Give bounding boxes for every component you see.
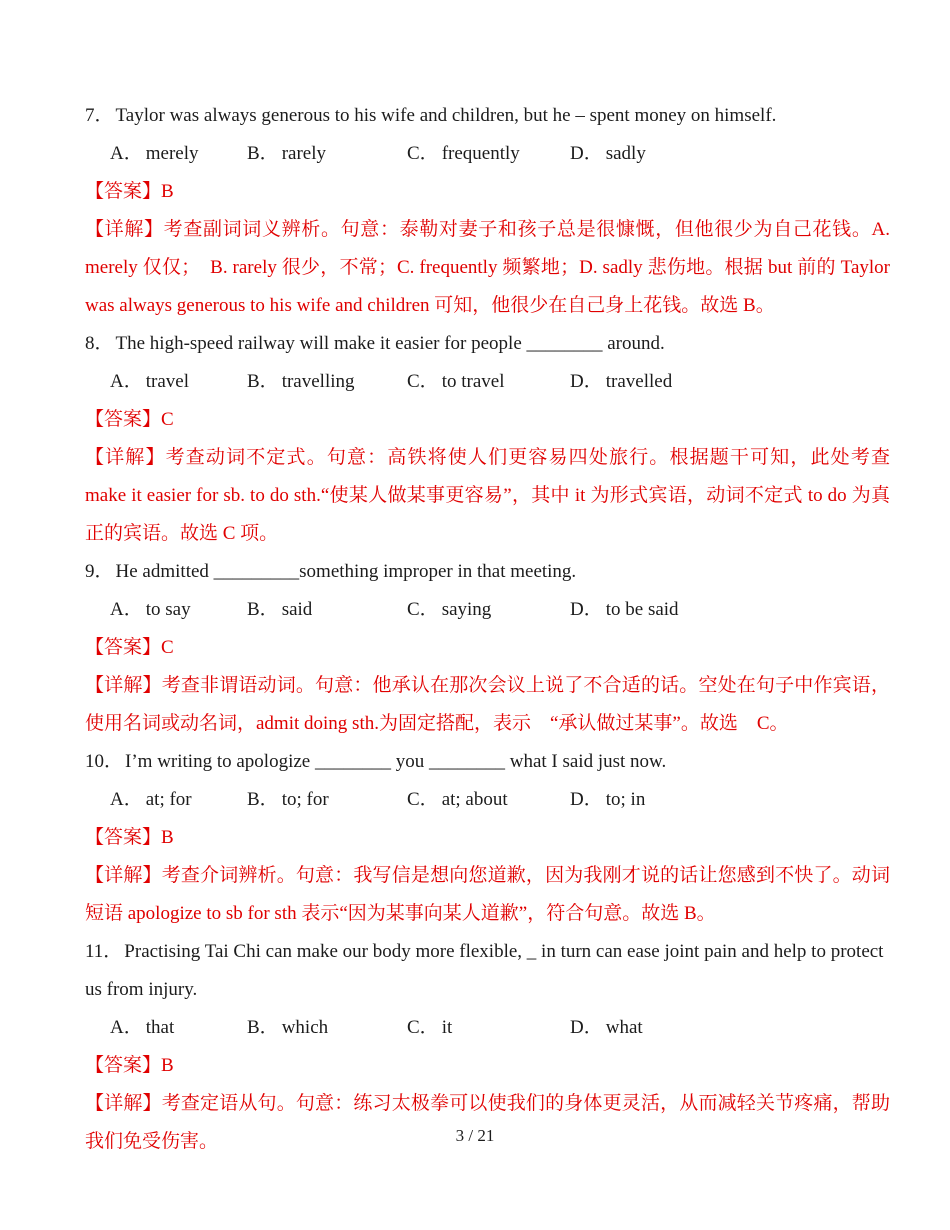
option-b bbox=[247, 781, 407, 819]
option-d bbox=[570, 1009, 890, 1047]
detail-line bbox=[85, 439, 890, 553]
option-a bbox=[110, 135, 247, 173]
option-d bbox=[570, 363, 890, 401]
option-letter: D． bbox=[570, 1017, 603, 1038]
question-stem bbox=[85, 97, 890, 135]
option-d bbox=[570, 591, 890, 629]
option-text: what bbox=[605, 1017, 643, 1038]
option-text: travel bbox=[145, 371, 189, 392]
question-number: 7． bbox=[85, 105, 114, 126]
detail-text: 考查动词不定式。句意：高铁将使人们更容易四处旅行。根据题干可知，此处考查 make it easier for sb. to do sth.“使某人做某事更容易”，其中 it 为形式宾语，动词不定式 to do 为真正的宾语。故选 C 项。 bbox=[85, 447, 890, 544]
answer-line bbox=[85, 819, 890, 857]
option-b bbox=[247, 1009, 407, 1047]
detail-text: 考查介词辨析。句意：我写信是想向您道歉，因为我刚才说的话让您感到不快了。动词短语 apologize to sb for sth 表示“因为某事向某人道歉”，符合句意。故选 B。 bbox=[85, 865, 890, 924]
question-text: The high-speed railway will make it easier for people ________ around. bbox=[115, 333, 665, 354]
detail-line bbox=[85, 211, 890, 325]
option-letter: D． bbox=[570, 371, 603, 392]
option-letter: D． bbox=[570, 143, 603, 164]
option-text: travelled bbox=[605, 371, 673, 392]
answer-value: B bbox=[161, 1055, 174, 1076]
option-c bbox=[407, 591, 570, 629]
option-text: to; in bbox=[605, 789, 646, 810]
option-a bbox=[110, 363, 247, 401]
option-text: merely bbox=[145, 143, 199, 164]
option-letter: C． bbox=[407, 143, 439, 164]
detail-label: 【详解】 bbox=[85, 219, 164, 240]
option-letter: D． bbox=[570, 789, 603, 810]
answer-line bbox=[85, 629, 890, 667]
option-letter: C． bbox=[407, 1017, 439, 1038]
option-letter: B． bbox=[247, 1017, 279, 1038]
option-text: to be said bbox=[605, 599, 679, 620]
option-letter: A． bbox=[110, 143, 143, 164]
option-text: it bbox=[441, 1017, 453, 1038]
answer-line bbox=[85, 401, 890, 439]
question-7 bbox=[85, 97, 890, 325]
option-text: travelling bbox=[281, 371, 355, 392]
option-letter: A． bbox=[110, 371, 143, 392]
option-text: said bbox=[281, 599, 313, 620]
options-row bbox=[85, 781, 890, 819]
answer-label: 【答案】 bbox=[85, 181, 162, 202]
options-row bbox=[85, 135, 890, 173]
option-text: saying bbox=[441, 599, 492, 620]
options-row bbox=[85, 1009, 890, 1047]
option-a bbox=[110, 591, 247, 629]
option-letter: A． bbox=[110, 1017, 143, 1038]
answer-line bbox=[85, 173, 890, 211]
option-c bbox=[407, 363, 570, 401]
option-text: which bbox=[281, 1017, 329, 1038]
detail-line bbox=[85, 857, 890, 933]
option-text: sadly bbox=[605, 143, 646, 164]
option-text: to; for bbox=[281, 789, 329, 810]
option-c bbox=[407, 1009, 570, 1047]
option-text: that bbox=[145, 1017, 175, 1038]
answer-value: C bbox=[161, 409, 174, 430]
detail-text: 考查非谓语动词。句意：他承认在那次会议上说了不合适的话。空处在句子中作宾语，使用名词或动名词，admit doing sth.为固定搭配，表示 “承认做过某事”。故选 C。 bbox=[85, 675, 890, 734]
option-letter: C． bbox=[407, 789, 439, 810]
option-letter: C． bbox=[407, 599, 439, 620]
question-number: 10． bbox=[85, 751, 124, 772]
question-text: I’m writing to apologize ________ you ________ what I said just now. bbox=[125, 751, 667, 772]
option-a bbox=[110, 781, 247, 819]
option-text: to travel bbox=[441, 371, 505, 392]
detail-label: 【详解】 bbox=[85, 675, 162, 696]
detail-label: 【详解】 bbox=[85, 1093, 162, 1114]
option-b bbox=[247, 135, 407, 173]
answer-line bbox=[85, 1047, 890, 1085]
answer-label: 【答案】 bbox=[85, 1055, 162, 1076]
option-letter: B． bbox=[247, 599, 279, 620]
question-8 bbox=[85, 325, 890, 553]
answer-label: 【答案】 bbox=[85, 827, 162, 848]
question-stem bbox=[85, 553, 890, 591]
answer-label: 【答案】 bbox=[85, 637, 162, 658]
question-9 bbox=[85, 553, 890, 743]
question-number: 8． bbox=[85, 333, 114, 354]
options-row bbox=[85, 591, 890, 629]
detail-line bbox=[85, 667, 890, 743]
detail-label: 【详解】 bbox=[85, 865, 162, 886]
answer-value: B bbox=[161, 827, 174, 848]
option-letter: A． bbox=[110, 789, 143, 810]
answer-label: 【答案】 bbox=[85, 409, 162, 430]
option-letter: B． bbox=[247, 143, 279, 164]
option-text: to say bbox=[145, 599, 191, 620]
option-text: frequently bbox=[441, 143, 520, 164]
option-letter: C． bbox=[407, 371, 439, 392]
question-10 bbox=[85, 743, 890, 933]
option-c bbox=[407, 781, 570, 819]
question-stem bbox=[85, 933, 890, 1009]
option-d bbox=[570, 781, 890, 819]
option-a bbox=[110, 1009, 247, 1047]
option-c bbox=[407, 135, 570, 173]
option-letter: B． bbox=[247, 789, 279, 810]
question-number: 11． bbox=[85, 941, 123, 962]
question-stem bbox=[85, 743, 890, 781]
answer-value: C bbox=[161, 637, 174, 658]
question-stem bbox=[85, 325, 890, 363]
option-b bbox=[247, 363, 407, 401]
detail-label: 【详解】 bbox=[85, 447, 166, 468]
option-letter: D． bbox=[570, 599, 603, 620]
option-text: at; for bbox=[145, 789, 192, 810]
option-d bbox=[570, 135, 890, 173]
question-text: He admitted _________something improper in that meeting. bbox=[115, 561, 577, 582]
option-letter: A． bbox=[110, 599, 143, 620]
option-b bbox=[247, 591, 407, 629]
answer-value: B bbox=[161, 181, 174, 202]
page-number: 3 / 21 bbox=[455, 1126, 495, 1145]
question-text: Taylor was always generous to his wife and children, but he – spent money on himself. bbox=[115, 105, 777, 126]
question-text: Practising Tai Chi can make our body more flexible, _ in turn can ease joint pain and help to protect us from injury. bbox=[85, 941, 884, 1000]
option-text: rarely bbox=[281, 143, 326, 164]
detail-text: 考查副词词义辨析。句意：泰勒对妻子和孩子总是很慷慨，但他很少为自己花钱。A. merely 仅仅； B. rarely 很少，不常；C. frequently 频繁地；D. sadly 悲伤地。根据 but 前的 Taylor was always generous to his wife and children 可知，他很少在自己身上花钱。故选 B。 bbox=[85, 219, 890, 316]
question-number: 9． bbox=[85, 561, 114, 582]
options-row bbox=[85, 363, 890, 401]
detail-text: 考查定语从句。句意：练习太极拳可以使我们的身体更灵活，从而减轻关节疼痛，帮助我们免受伤害。 bbox=[85, 1093, 890, 1152]
option-text: at; about bbox=[441, 789, 508, 810]
option-letter: B． bbox=[247, 371, 279, 392]
